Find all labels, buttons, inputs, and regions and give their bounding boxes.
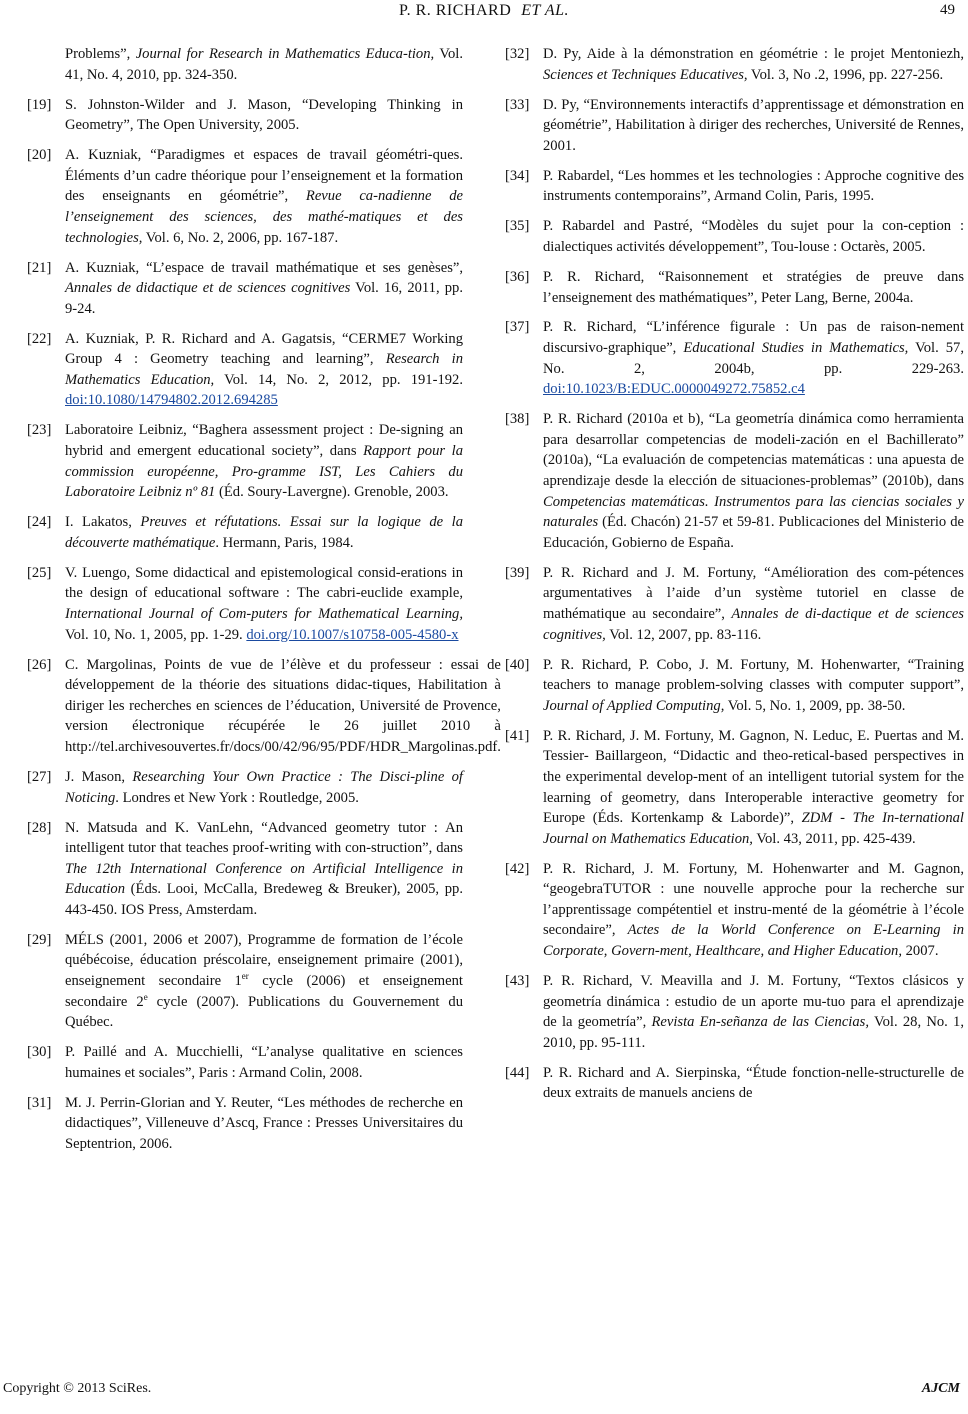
reference-number: [40]	[505, 656, 530, 673]
reference-text	[543, 317, 964, 399]
text-run: P. R. Richard, P. Cobo, J. M. Fortuny, M. Hohenwarter, “Training teachers to manage problem-solving classes with computer support”,	[543, 656, 964, 694]
text-run: Vol. 5, No. 1, 2009, pp. 38-50.	[724, 697, 906, 714]
text-run: Vol. 43, 2011, pp. 425-439.	[752, 830, 916, 847]
text-run: P. R. Richard (2010a et b), “La geometría dinámica como herramienta para desarrollar competencias de modeli-zación en el Bachillerato” (2010a), “La evaluación de competencias matemáticas : una apuesta de aprendizaje desde la elección de situaciones-problemas” (2010b), dans	[543, 411, 964, 490]
reference-entry	[505, 44, 964, 85]
text-run: J. Mason,	[65, 768, 133, 785]
text-run: MÉLS (2001, 2006 et 2007), Programme de formation de l’école québécoise, éducation préscolaire, enseignement primaire (2001), enseignement secondaire 1	[65, 931, 463, 990]
reference-number: [44]	[505, 1064, 530, 1081]
reference-text	[65, 329, 463, 411]
italic-title: Sciences et Techniques Educatives,	[543, 66, 748, 83]
reference-text	[543, 166, 964, 207]
reference-text	[543, 216, 964, 257]
italic-title: Educational Studies in Mathematics,	[683, 340, 909, 357]
reference-text	[543, 409, 964, 553]
left-reference-column	[27, 44, 501, 1164]
reference-text	[65, 767, 463, 808]
doi-link[interactable]: doi.org/10.1007/s10758-005-4580-x	[246, 626, 459, 643]
reference-number: [38]	[505, 411, 530, 428]
reference-number: [25]	[27, 564, 52, 581]
text-run: A. Kuzniak, P. R. Richard and A. Gagatsis, “CERME7 Working Group 4 : Geometry teaching and learning”,	[65, 330, 463, 368]
reference-text	[65, 95, 463, 136]
italic-title: Revue ca-nadienne de l’enseignement des sciences, des mathé-matiques et des technologies,	[65, 188, 464, 246]
text-run: Vol. 12, 2007, pp. 83-116.	[605, 626, 762, 643]
reference-entry	[27, 1042, 463, 1083]
reference-text	[543, 44, 964, 85]
reference-number: [24]	[27, 514, 52, 531]
reference-number: [22]	[27, 330, 52, 347]
text-run: P. R. Richard, J. M. Fortuny, M. Hohenwarter and M. Gagnon, “geogebraTUTOR : une nouvelle approche pour la recherche sur l’apprentissage compétentiel et instru-menté de la géométrie à l’école secondaire”,	[543, 860, 964, 939]
reference-entry	[27, 767, 463, 808]
reference-text	[65, 563, 463, 645]
text-run: P. Rabardel, “Les hommes et les technologies : Approche cognitive des instruments contemporains”, Armand Colin, Paris, 1995.	[543, 167, 964, 205]
reference-text	[27, 44, 463, 85]
text-run: Vol. 28, No. 1, 2010, pp. 95-111.	[543, 1014, 964, 1051]
reference-number: [30]	[27, 1044, 52, 1061]
text-run: Vol. 3, No .2, 1996, pp. 227-256.	[747, 66, 944, 83]
text-run: (Éd. Chacón) 21-57 et 59-81. Publicaciones del Ministerio de Educación, Gobierno de España.	[543, 514, 964, 551]
reference-entry	[505, 859, 964, 962]
reference-entry	[27, 563, 463, 645]
reference-number: [32]	[505, 46, 530, 62]
reference-number: [41]	[505, 727, 530, 744]
reference-number: [34]	[505, 167, 530, 184]
page-number: 49	[940, 2, 955, 18]
reference-entry	[27, 420, 463, 502]
text-run: P. Rabardel and Pastré, “Modèles du sujet pour la con-ception : dialectiques activités développement”, Tou-louse : Octarès, 2005.	[543, 218, 964, 255]
reference-text	[543, 1063, 964, 1104]
reference-text	[65, 145, 463, 248]
superscript: er	[241, 971, 249, 982]
text-run: Vol. 10, No. 1, 2005, pp. 1-29.	[65, 626, 247, 643]
reference-number: [27]	[27, 768, 52, 785]
reference-entry	[505, 95, 964, 157]
reference-entry	[27, 44, 463, 85]
italic-title: Competencias matemáticas. Instrumentos para las ciencias sociales y naturales	[543, 493, 964, 531]
italic-title: Preuves et réfutations. Essai sur la logique de la découverte mathématique	[65, 514, 463, 551]
reference-entry	[27, 258, 463, 320]
doi-link[interactable]: doi:10.1080/14794802.2012.694285	[65, 392, 278, 409]
reference-number: [31]	[27, 1094, 52, 1111]
text-run: P. R. Richard, “L’inférence figurale : Un pas de raison-nement discursivo-graphique”,	[543, 319, 964, 357]
reference-number: [26]	[27, 656, 52, 673]
italic-title: Research in Mathematics Education,	[65, 351, 463, 388]
reference-text	[543, 726, 964, 850]
text-run: Vol. 41, No. 4, 2010, pp. 324-350.	[65, 46, 463, 83]
reference-entry	[505, 317, 964, 399]
text-run: (Éds. Looi, McCalla, Bredeweg & Breuker), 2005, pp. 443-450. IOS Press, Amsterdam.	[65, 881, 463, 918]
reference-text	[65, 655, 501, 758]
reference-text	[65, 1093, 463, 1155]
reference-text	[543, 563, 964, 645]
text-run: Vol. 14, No. 2, 2012, pp. 191-192.	[214, 371, 463, 388]
reference-entry	[27, 655, 501, 758]
reference-number: [43]	[505, 973, 530, 990]
reference-text	[543, 655, 964, 717]
italic-title: ZDM - The In-ternational Journal on Mathematics Education,	[543, 810, 964, 847]
reference-entry	[505, 216, 964, 257]
reference-entry	[505, 409, 964, 553]
italic-title: Revista En-señanza de las Ciencias,	[651, 1014, 869, 1031]
reference-entry	[27, 1093, 463, 1155]
reference-entry	[27, 95, 463, 136]
reference-entry	[505, 267, 964, 308]
reference-text	[65, 512, 463, 553]
reference-entry	[505, 726, 964, 850]
reference-entry	[505, 971, 964, 1053]
reference-entry	[505, 166, 964, 207]
text-run: D. Py, “Environnements interactifs d’apprentissage et démonstration en géométrie”, Habilitation à diriger des recherches, Université de Rennes, 2001.	[543, 96, 964, 154]
reference-number: [21]	[27, 259, 52, 276]
reference-number: [36]	[505, 268, 530, 285]
reference-entry	[27, 329, 463, 411]
copyright-notice: Copyright © 2013 SciRes.	[3, 1381, 152, 1396]
text-run: P. R. Richard, J. M. Fortuny, M. Gagnon, N. Leduc, E. Puertas and M. Tessier- Baillargeon, “Didactic and theo-retical-based perspectives in the experimental develop-ment of an intelligent tutorial system for the learning of geometry, dans Interoperable interactive geometry for Europe (Éds. Kortenkamp & Laborde)”,	[543, 727, 964, 827]
reference-entry	[505, 563, 964, 645]
text-run: A. Kuzniak, “Paradigmes et espaces de travail géométri-ques. Éléments d’un cadre théorique pour l’enseignement et la formation des enseignants en géométrie”,	[65, 147, 463, 205]
reference-text	[543, 95, 964, 157]
italic-title: Journal of Applied Computing,	[543, 697, 725, 714]
doi-link[interactable]: doi:10.1023/B:EDUC.0000049272.75852.c4	[543, 381, 805, 398]
text-run: V. Luengo, Some didactical and epistemological consid-erations in the design of educational software : The cabri-euclide example,	[65, 564, 463, 602]
text-run: P. R. Richard and A. Sierpinska, “Étude fonction-nelle-structurelle de deux extraits de manuels anciens de	[543, 1064, 964, 1102]
reference-entry	[27, 145, 463, 248]
header-authors: P. R. RICHARD	[398, 2, 512, 19]
text-run: P. Paillé and A. Mucchielli, “L’analyse qualitative en sciences humaines et sociales”, Paris : Armand Colin, 2008.	[65, 1044, 463, 1081]
italic-title: Actes de la World Conference on E-Learning in Corporate, Govern-ment, Healthcare, and Higher Education,	[543, 922, 965, 960]
journal-abbreviation: AJCM	[921, 1381, 960, 1396]
reference-text	[65, 420, 463, 502]
text-run: P. R. Richard, “Raisonnement et stratégies de preuve dans l’enseignement des mathématiques”, Peter Lang, Berne, 2004a.	[543, 268, 964, 306]
text-run: P. R. Richard and J. M. Fortuny, “Amélioration des com-pétences argumentatives à l’aide d’un système tutoriel en classe de mathématique au secondaire”,	[543, 564, 964, 622]
reference-text	[65, 1042, 463, 1083]
text-run: N. Matsuda and K. VanLehn, “Advanced geometry tutor : An intelligent tutor that teaches proof-writing with con-struction”, dans	[65, 819, 463, 857]
reference-text	[543, 859, 964, 962]
text-run: Vol. 16, 2011, pp. 9-24.	[65, 280, 463, 317]
italic-title: Journal for Research in Mathematics Educa-tion,	[135, 46, 435, 62]
reference-number: [28]	[27, 819, 52, 836]
reference-entry	[505, 1063, 964, 1104]
right-reference-column	[505, 44, 964, 1113]
reference-text	[65, 258, 463, 320]
text-run: A. Kuzniak, “L’espace de travail mathématique et ses genèses”,	[65, 259, 463, 276]
reference-number: [35]	[505, 218, 530, 235]
text-run: 2007.	[901, 943, 939, 960]
text-run: Problems”,	[65, 46, 136, 62]
reference-text	[543, 267, 964, 308]
text-run: cycle (2006) et enseignement secondaire 2	[65, 973, 463, 1010]
text-run: I. Lakatos,	[65, 514, 141, 531]
italic-title: Annales de didactique et de sciences cognitives	[65, 280, 351, 297]
text-run: P. R. Richard, V. Meavilla and J. M. Fortuny, “Textos clásicos y geometría dinámica : estudio de un aporte mu-tuo para el aprendizaje de la geometría”,	[543, 973, 964, 1031]
reference-number: [33]	[505, 96, 530, 113]
reference-number: [20]	[27, 147, 52, 164]
italic-title: The 12th International Conference on Artificial Intelligence in Education	[65, 860, 463, 898]
header-et-al: ET AL.	[521, 2, 570, 19]
text-run: Vol. 6, No. 2, 2006, pp. 167-187.	[142, 229, 339, 246]
italic-title: Rapport pour la commission européenne, Pro-gramme IST, Les Cahiers du Laboratoire Leibniz nº 81	[65, 443, 463, 501]
italic-title: Researching Your Own Practice : The Disci-pline of Noticing	[65, 768, 463, 806]
italic-title: Annales de di-dactique et de sciences cognitives,	[543, 605, 964, 643]
text-run: . Londres et New York : Routledge, 2005.	[115, 789, 359, 806]
text-run: Laboratoire Leibniz, “Baghera assessment project : De-signing an hybrid and emergent educational society”, dans	[65, 422, 463, 460]
running-header	[0, 2, 968, 20]
text-run: S. Johnston-Wilder and J. Mason, “Developing Thinking in Geometry”, The Open University, 2005.	[65, 96, 463, 134]
reference-entry	[505, 655, 964, 717]
reference-entry	[27, 930, 463, 1033]
text-run: D. Py, Aide à la démonstration en géométrie : le projet Mentoniezh,	[543, 46, 964, 62]
reference-number: [29]	[27, 931, 52, 948]
text-run: C. Margolinas, Points de vue de l’élève et du professeur : essai de développement de la théorie des situations didac-tiques, Habilitation à diriger les recherches en sciences de l’éducation, Université de Provence, version électronique récupérée le 26 juillet 2010 à http://tel.archivesouvertes.fr/docs/00/42/96/95/PDF/HDR_Margolinas.pdf.	[65, 656, 501, 755]
reference-number: [23]	[27, 422, 52, 439]
reference-text	[65, 818, 463, 921]
reference-number: [42]	[505, 860, 530, 877]
reference-number: [37]	[505, 319, 530, 336]
text-run: . Hermann, Paris, 1984.	[215, 534, 354, 551]
reference-text	[65, 930, 463, 1033]
text-run: cycle (2007). Publications du Gouvernement du Québec.	[65, 993, 464, 1031]
reference-text	[543, 971, 964, 1053]
reference-number: [19]	[27, 96, 52, 113]
text-run: M. J. Perrin-Glorian and Y. Reuter, “Les méthodes de recherche en didactiques”, Villeneuve d’Ascq, France : Presses Universitaires du Septentrion, 2006.	[65, 1094, 463, 1152]
reference-number: [39]	[505, 564, 530, 581]
text-run: (Éd. Soury-Lavergne). Grenoble, 2003.	[215, 484, 449, 501]
superscript: e	[143, 991, 148, 1002]
text-run: Vol. 57, No. 2, 2004b, pp. 229-263.	[543, 340, 964, 377]
reference-entry	[27, 818, 463, 921]
italic-title: International Journal of Com-puters for Mathematical Learning,	[65, 605, 463, 622]
reference-entry	[27, 512, 463, 553]
